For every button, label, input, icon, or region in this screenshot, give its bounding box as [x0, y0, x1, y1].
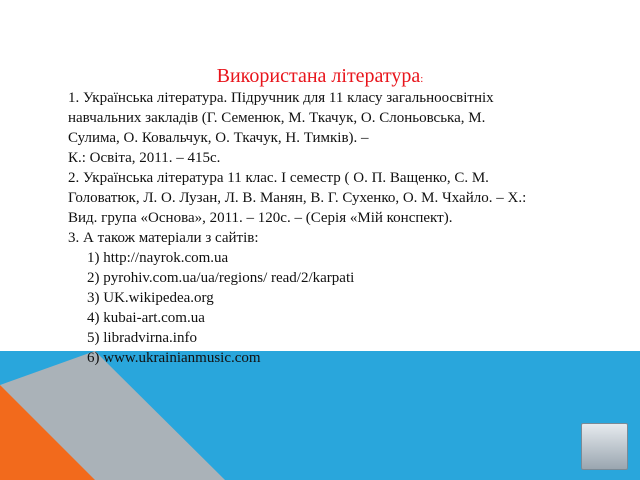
slide-title	[0, 64, 640, 91]
reference-list	[68, 88, 633, 368]
slide-title-suffix: :	[420, 73, 424, 85]
reference-line: Головатюк, Л. О. Лузан, Л. В. Манян, В. Г. Сухенко, О. М. Чхайло. – Х.:	[68, 190, 527, 206]
reference-line: 2. Українська література 11 клас. I семестр ( О. П. Ващенко, С. М.	[68, 170, 489, 186]
reference-line: Вид. група «Основа», 2011. – 120с. – (Серія «Мій конспект).	[68, 210, 453, 226]
site-link[interactable]: 1) http://nayrok.com.ua	[87, 250, 229, 266]
slide-nav-button-icon[interactable]	[581, 423, 628, 470]
reference-line: 1. Українська література. Підручник для 11 класу загальноосвітніх	[68, 90, 494, 106]
slide-title-text: Використана література	[216, 65, 421, 87]
site-link[interactable]: 2) pyrohiv.com.ua/ua/regions/ read/2/karpati	[87, 270, 355, 286]
site-link[interactable]: 5) libradvirna.info	[87, 330, 197, 346]
site-link[interactable]: 6) www.ukrainianmusic.com	[87, 350, 261, 366]
reference-line: Сулима, О. Ковальчук, О. Ткачук, Н. Тимків). –	[68, 130, 369, 146]
reference-line: 3. А також матеріали з сайтів:	[68, 230, 259, 246]
reference-line: К.: Освіта, 2011. – 415с.	[68, 150, 221, 166]
reference-line: навчальних закладів (Г. Семенюк, М. Ткачук, О. Слоньовська, М.	[68, 110, 486, 126]
site-link[interactable]: 3) UK.wikipedea.org	[87, 290, 214, 306]
site-link[interactable]: 4) kubai-art.com.ua	[87, 310, 205, 326]
